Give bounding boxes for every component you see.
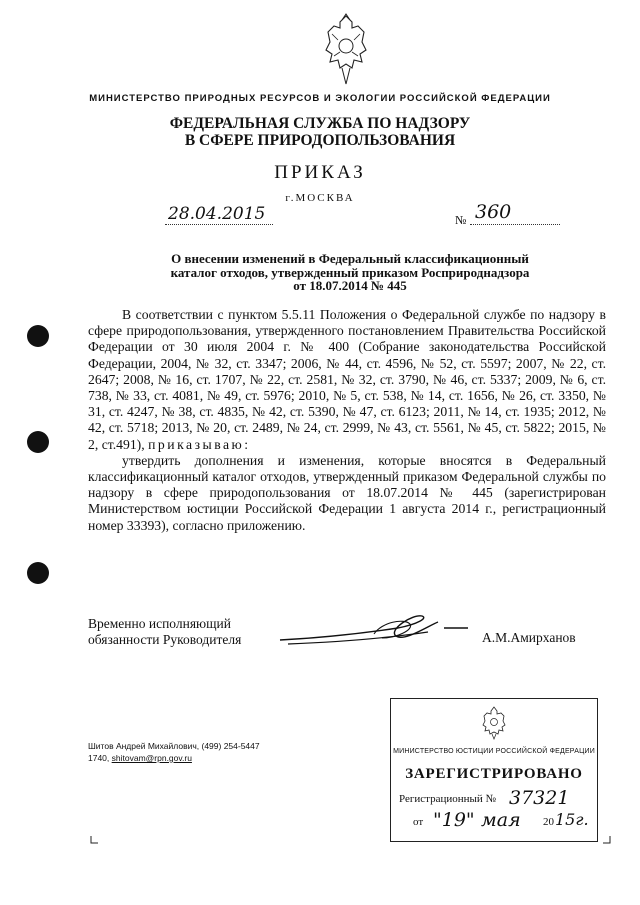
signatory-title (88, 616, 241, 648)
corner-mark (603, 836, 611, 844)
date-underline (165, 224, 273, 225)
handwritten-signature (278, 612, 478, 652)
subject-line2: каталог отходов, утвержденный приказом Росприроднадзора (170, 264, 530, 280)
stamp-regnum-value: 37321 (509, 787, 570, 809)
document-body (88, 307, 606, 534)
contact-info (88, 740, 260, 764)
order-word: приказываю: (148, 436, 251, 452)
document-date: 28.04.2015 (168, 204, 266, 224)
signatory-title-line2: обязанности Руководителя (88, 632, 242, 647)
number-sign: № (455, 213, 467, 227)
ministry-name: МИНИСТЕРСТВО ПРИРОДНЫХ РЕСУРСОВ И ЭКОЛОГИИ РОССИЙСКОЙ ФЕДЕРАЦИИ (89, 93, 551, 104)
punch-hole (27, 431, 49, 453)
legal-basis-text: В соответствии с пунктом 5.5.11 Положения о Федеральной службе по надзору в сфере природопользования, утвержденного постановлением Правительства Российской Федерации от 30 июля 2004 г. № 400 (Собрание законодательства Российской Федерации, 2004, № 32, ст. 3347; 2006, № 44, ст. 4596, № 52, ст. 5597; 2007, № 22, ст. 2647; 2008, № 16, ст. 1707, № 22, ст. 2581, № 32, ст. 3790, № 46, ст. 5337; 2009, № 6, ст. 738, № 33, ст. 4081, № 49, ст. 5976; 2010, № 5, ст. 538, № 14, ст. 1656, № 26, ст. 3350, № 31, ст. 4247, № 38, ст. 4835, № 42, ст. 5390, № 47, ст. 6123; 2011, № 14, ст. 1935; 2012, № 42, ст. 5718; 2013, № 20, ст. 2489, № 24, ст. 2999, № 43, ст. 5561, № 45, ст. 5822; 2015, № 2, ст.491), (88, 307, 606, 452)
punch-hole (27, 562, 49, 584)
document-number: 360 (475, 201, 512, 223)
stamp-ministry: МИНИСТЕРСТВО ЮСТИЦИИ РОССИЙСКОЙ ФЕДЕРАЦИИ (393, 748, 595, 755)
stamp-regnum-label: Регистрационный № (399, 793, 497, 805)
registration-stamp (390, 698, 598, 842)
contact-extension: 1740, (88, 753, 112, 763)
stamp-emblem-icon (481, 705, 507, 741)
signatory-name: А.М.Амирханов (482, 630, 576, 645)
body-paragraph-2: утвердить дополнения и изменения, которые вносятся в Федеральный классификационный каталог отходов, утвержденный приказом Федеральной службы по надзору в сфере природопользования от 18.07.2014 № 445 (зарегистрирован Министерством юстиции Российской Федерации 1 августа 2014 г., регистрационный номер 33393), согласно приложению. (88, 452, 606, 533)
corner-mark (90, 836, 98, 844)
stamp-day: "19" (433, 809, 475, 831)
stamp-from-label: от (413, 816, 424, 828)
subject-line1: О внесении изменений в Федеральный классификационный (171, 251, 529, 266)
service-name (0, 115, 640, 149)
service-name-line1: ФЕДЕРАЛЬНАЯ СЛУЖБА ПО НАДЗОРУ (169, 115, 471, 132)
contact-name-phone: Шитов Андрей Михайлович, (499) 254-5447 (88, 741, 260, 751)
subject-line3: от 18.07.2014 № 445 (293, 278, 407, 293)
number-underline (470, 224, 560, 225)
coat-of-arms-emblem (322, 12, 370, 92)
signatory-title-line1: Временно исполняющий (88, 616, 231, 631)
body-paragraph-1 (88, 307, 606, 453)
stamp-year-prefix: 20 (543, 816, 554, 828)
document-type: ПРИКАЗ (274, 162, 366, 183)
stamp-registered: ЗАРЕГИСТРИРОВАНО (405, 766, 583, 782)
document-city: г.МОСКВА (285, 192, 355, 204)
stamp-month: мая (481, 809, 521, 831)
stamp-year: 15г. (555, 810, 589, 829)
contact-email-link[interactable]: shitovam@rpn.gov.ru (111, 753, 192, 763)
contact-ext-email-line (88, 752, 260, 764)
document-subject (130, 252, 570, 293)
punch-hole (27, 325, 49, 347)
service-name-line2: В СФЕРЕ ПРИРОДОПОЛЬЗОВАНИЯ (184, 132, 456, 149)
